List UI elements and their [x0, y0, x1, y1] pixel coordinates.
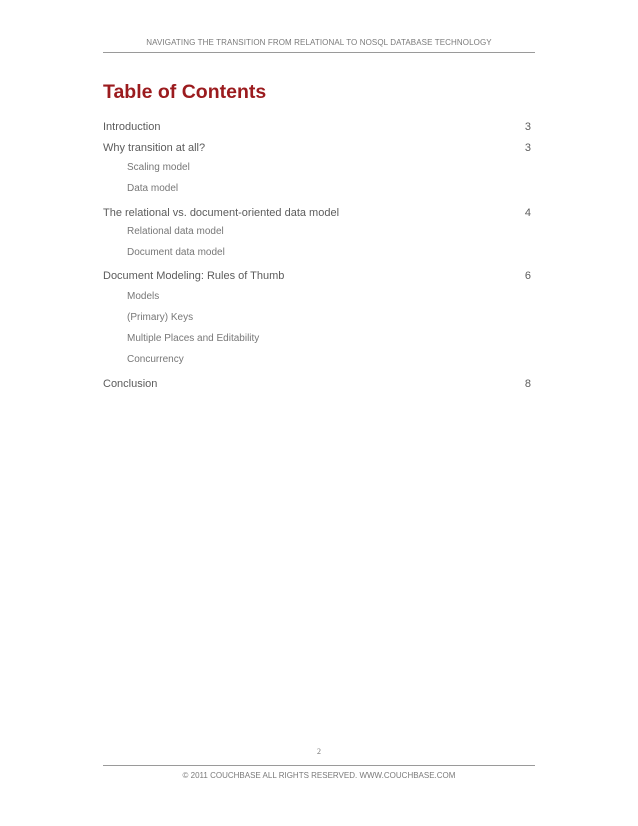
toc-entry-page: 4	[524, 207, 531, 219]
toc-subentry-relational-data-model[interactable]	[127, 223, 531, 239]
toc-entry-relational-vs-document[interactable]	[103, 205, 531, 221]
toc-subentry-data-model[interactable]	[127, 180, 531, 196]
toc-entry-label: Concurrency	[127, 353, 184, 365]
toc-entry-label: Multiple Places and Editability	[127, 332, 260, 344]
toc-entry-label: Conclusion	[103, 378, 158, 390]
toc-entry-label: Data model	[127, 182, 179, 194]
running-header: NAVIGATING THE TRANSITION FROM RELATIONAL TO NOSQL DATABASE TECHNOLOGY	[146, 38, 492, 47]
toc-entry-label: (Primary) Keys	[127, 311, 194, 323]
footer-rule	[103, 765, 535, 766]
toc-entry-label: Why transition at all?	[103, 142, 206, 154]
toc-entry-introduction[interactable]	[103, 119, 531, 135]
toc-entry-why-transition[interactable]	[103, 140, 531, 156]
toc-subentry-primary-keys[interactable]	[127, 309, 531, 325]
header-rule	[103, 52, 535, 53]
toc-entry-label: Relational data model	[127, 225, 224, 237]
toc-entry-label: Scaling model	[127, 161, 190, 173]
toc-entry-label: Models	[127, 290, 160, 302]
toc-entry-label: Document Modeling: Rules of Thumb	[103, 270, 285, 282]
toc-subentry-models[interactable]	[127, 288, 531, 304]
toc-title: Table of Contents	[103, 81, 267, 103]
toc-entry-page: 3	[524, 121, 531, 133]
toc-subentry-multiple-places[interactable]	[127, 330, 531, 346]
toc-entry-conclusion[interactable]	[103, 376, 531, 392]
toc-entry-page: 3	[524, 142, 531, 154]
toc-entry-label: The relational vs. document-oriented data model	[103, 207, 340, 219]
toc-subentry-scaling-model[interactable]	[127, 159, 531, 175]
toc-subentry-concurrency[interactable]	[127, 351, 531, 367]
toc-entry-label: Introduction	[103, 121, 161, 133]
toc-entry-page: 6	[524, 270, 531, 282]
footer-page-number: 2	[317, 747, 321, 756]
toc-entry-label: Document data model	[127, 246, 225, 258]
toc-entry-page: 8	[524, 378, 531, 390]
toc-entry-document-modeling[interactable]	[103, 268, 531, 284]
toc-subentry-document-data-model[interactable]	[127, 244, 531, 260]
footer-copyright: © 2011 COUCHBASE ALL RIGHTS RESERVED. WWW.COUCHBASE.COM	[182, 771, 456, 780]
